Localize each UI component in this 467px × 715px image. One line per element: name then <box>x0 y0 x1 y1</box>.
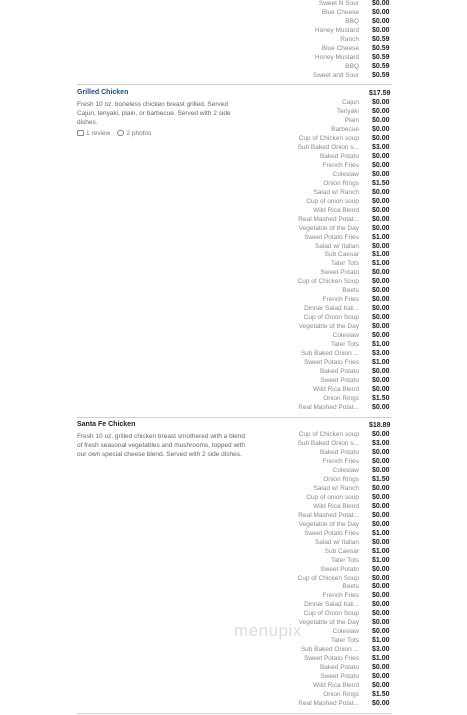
option-row <box>0 538 467 547</box>
option-label: Honey Mustard <box>314 26 359 34</box>
option-row <box>0 44 467 53</box>
option-row <box>0 574 467 583</box>
option-label: Plain <box>344 116 359 124</box>
option-price: $1.00 <box>372 556 390 564</box>
option-price: $1.00 <box>372 655 390 663</box>
option-row <box>0 224 467 233</box>
option-price: $0.00 <box>372 619 390 627</box>
option-row <box>0 672 467 681</box>
option-label: Cup of Chicken soup <box>298 431 359 438</box>
option-label: Vegetable of the Day <box>298 323 359 331</box>
option-row <box>0 259 467 268</box>
option-row <box>0 376 467 385</box>
option-label: Barbecue <box>331 125 359 133</box>
option-label: Dinner Salad Itali... <box>304 305 359 313</box>
option-label: Real Mashed Potat... <box>298 511 359 519</box>
option-label: Sweet Potato Fries <box>304 233 359 241</box>
option-label: Baked Potato <box>319 664 359 672</box>
option-price: $0.00 <box>372 628 390 636</box>
option-label: BBQ <box>345 62 359 70</box>
option-price: $0.00 <box>372 296 390 304</box>
option-price: $0.00 <box>372 484 390 492</box>
option-row <box>0 699 467 708</box>
option-label: Cup of Chicken Soup <box>297 278 359 286</box>
option-price: $0.00 <box>372 206 390 214</box>
option-price: $0.00 <box>372 592 390 600</box>
option-label: French Fries <box>322 296 359 304</box>
option-row <box>0 313 467 322</box>
option-price: $0.00 <box>372 8 390 16</box>
option-price: $0.00 <box>372 99 390 106</box>
option-price: $0.59 <box>372 71 390 79</box>
option-label: French Fries <box>322 161 359 169</box>
option-label: Tater Tots <box>330 556 359 564</box>
option-price: $0.00 <box>372 323 390 331</box>
option-label: Coleslaw <box>332 170 359 178</box>
option-label: Sub Baked Onion ... <box>300 646 359 654</box>
option-label: Sweet Potato Fries <box>304 359 359 367</box>
option-row <box>0 511 467 520</box>
option-row <box>0 600 467 609</box>
option-price: $0.00 <box>372 17 390 25</box>
option-row <box>0 502 467 511</box>
option-row <box>0 645 467 654</box>
option-price: $1.00 <box>372 251 390 259</box>
option-label: Blue Cheese <box>321 8 359 16</box>
option-label: Honey Mustard <box>314 53 359 61</box>
option-price: $0.00 <box>372 134 390 142</box>
option-row <box>0 331 467 340</box>
option-row <box>0 134 467 143</box>
option-label: Beets <box>342 583 359 591</box>
option-price: $0.00 <box>372 583 390 591</box>
option-row <box>0 197 467 206</box>
option-row <box>0 448 467 457</box>
option-label: Real Mashed Potat... <box>298 403 359 411</box>
option-row <box>0 98 467 107</box>
option-price: $1.00 <box>372 233 390 241</box>
option-price: $3.00 <box>372 646 390 654</box>
option-label: French Fries <box>322 457 359 465</box>
option-price: $1.50 <box>372 179 390 187</box>
option-row <box>0 475 467 484</box>
option-label: Beets <box>342 287 359 295</box>
item-price: $18.89 <box>369 422 391 429</box>
option-label: Salad w/ Italian <box>314 242 359 250</box>
option-price: $0.00 <box>372 493 390 501</box>
option-label: Wild Rica Blend <box>313 386 359 394</box>
option-price: $1.00 <box>372 260 390 268</box>
option-label: Vegetable of the Day <box>298 520 359 528</box>
option-row <box>0 358 467 367</box>
option-row <box>0 349 467 358</box>
option-price: $0.00 <box>372 314 390 322</box>
option-price: $1.50 <box>372 475 390 483</box>
option-label: Wild Rica Blend <box>313 682 359 690</box>
option-label: Sub Baked Onion s... <box>297 439 359 447</box>
option-label: BBQ <box>345 17 359 25</box>
option-label: Coleslaw <box>332 332 359 340</box>
option-label: Ranch <box>340 35 359 43</box>
option-price: $0.00 <box>372 377 390 385</box>
option-row <box>0 35 467 44</box>
option-price: $1.00 <box>372 341 390 349</box>
option-price: $0.00 <box>372 305 390 313</box>
option-price: $0.00 <box>372 125 390 133</box>
option-row <box>0 394 467 403</box>
option-price: $0.59 <box>372 44 390 52</box>
item-divider <box>77 84 392 85</box>
option-price: $0.00 <box>372 188 390 196</box>
option-row <box>0 493 467 502</box>
option-label: Dinner Salad Itali... <box>304 601 359 609</box>
option-row <box>0 654 467 663</box>
option-label: Vegetable of the Day <box>298 619 359 627</box>
option-row <box>0 8 467 17</box>
option-label: Blue Cheese <box>321 44 359 52</box>
option-price: $0.00 <box>372 116 390 124</box>
option-price: $0.59 <box>372 35 390 43</box>
option-row <box>0 179 467 188</box>
option-label: Onion Rings <box>323 475 359 483</box>
option-row <box>0 188 467 197</box>
option-price: $0.00 <box>372 278 390 286</box>
option-price: $0.00 <box>372 215 390 223</box>
option-row <box>0 286 467 295</box>
option-price: $0.00 <box>372 197 390 205</box>
option-label: Sweet Potato <box>320 673 359 681</box>
option-price: $0.00 <box>372 152 390 160</box>
option-price: $0.00 <box>372 610 390 618</box>
option-row <box>0 430 467 439</box>
option-row <box>0 170 467 179</box>
option-price: $0.00 <box>372 386 390 394</box>
option-price: $0.00 <box>372 242 390 250</box>
item-title[interactable]: Grilled Chicken <box>77 89 129 96</box>
option-row <box>0 565 467 574</box>
option-price: $0.00 <box>372 520 390 528</box>
option-price: $0.00 <box>372 26 390 34</box>
option-label: Onion Rings <box>323 179 359 187</box>
option-price: $0.00 <box>372 466 390 474</box>
option-label: Cajun <box>342 99 359 106</box>
option-row <box>0 591 467 600</box>
option-label: Sweet N Sour <box>318 0 359 7</box>
option-label: Cup of onion soup <box>306 493 359 501</box>
option-row <box>0 367 467 376</box>
option-label: Onion Rings <box>323 691 359 699</box>
option-row <box>0 466 467 475</box>
option-price: $0.00 <box>372 431 390 438</box>
option-label: Sweet Potato Fries <box>304 655 359 663</box>
option-price: $0.00 <box>372 107 390 115</box>
option-label: Wild Rica Blend <box>313 502 359 510</box>
option-row <box>0 125 467 134</box>
option-row <box>0 107 467 116</box>
option-row <box>0 403 467 412</box>
option-price: $0.00 <box>372 502 390 510</box>
option-price: $0.59 <box>372 53 390 61</box>
option-label: Sweet Potato <box>320 377 359 385</box>
option-label: Wild Rica Blend <box>313 206 359 214</box>
option-price: $0.59 <box>372 62 390 70</box>
option-price: $0.00 <box>372 448 390 456</box>
option-price: $0.00 <box>372 269 390 277</box>
option-price: $0.00 <box>372 161 390 169</box>
option-price: $0.00 <box>372 224 390 232</box>
option-price: $0.00 <box>372 574 390 582</box>
watermark-logo: menupix <box>234 621 302 640</box>
option-label: Onion Rings <box>323 395 359 402</box>
option-price: $0.00 <box>372 700 390 708</box>
option-label: Real Mashed Potat... <box>298 700 359 708</box>
option-price: $0.00 <box>372 664 390 672</box>
option-label: Salad w/ Italian <box>314 538 359 546</box>
option-price: $0.00 <box>372 170 390 178</box>
option-row <box>0 268 467 277</box>
option-row <box>0 206 467 215</box>
option-row <box>0 484 467 493</box>
option-label: Baked Potato <box>319 368 359 376</box>
option-price: $0.00 <box>372 601 390 609</box>
option-price: $0.00 <box>372 332 390 340</box>
option-row <box>0 304 467 313</box>
option-row <box>0 215 467 224</box>
option-label: Baked Potato <box>319 448 359 456</box>
option-price: $3.00 <box>372 350 390 358</box>
option-row <box>0 277 467 286</box>
option-label: Sweet Potato Fries <box>304 529 359 537</box>
option-price: $0.00 <box>372 565 390 573</box>
option-price: $0.00 <box>372 511 390 519</box>
option-label: Salad w/ Ranch <box>313 188 359 196</box>
item-divider <box>77 417 392 418</box>
option-price: $0.00 <box>372 287 390 295</box>
option-row <box>0 681 467 690</box>
option-row <box>0 0 467 8</box>
option-row <box>0 250 467 259</box>
option-price: $3.00 <box>372 439 390 447</box>
option-row <box>0 582 467 591</box>
option-row <box>0 439 467 448</box>
option-label: Baked Potato <box>319 152 359 160</box>
item-description: Fresh 10 oz. boneless chicken breast grilled. Served Cajun, teriyaki, plain, or barbecue. Served with 2 side dishes. <box>77 101 231 126</box>
option-row <box>0 233 467 242</box>
option-price: $1.00 <box>372 359 390 367</box>
option-row <box>0 322 467 331</box>
option-row <box>0 520 467 529</box>
option-row <box>0 340 467 349</box>
option-label: Coleslaw <box>332 466 359 474</box>
item-divider <box>77 713 392 714</box>
option-label: Real Mashed Potat... <box>298 215 359 223</box>
option-row <box>0 143 467 152</box>
option-price: $1.00 <box>372 637 390 645</box>
option-row <box>0 17 467 26</box>
option-label: Vegetable of the Day <box>298 224 359 232</box>
option-row <box>0 556 467 565</box>
option-row <box>0 242 467 251</box>
option-price: $0.00 <box>372 538 390 546</box>
item-description: Fresh 10 oz. grilled chicken breast smothered with a blend of fresh seasonal vegetables and mushrooms, topped with our own special cheese blend. Served with 2 side dishes. <box>77 433 246 458</box>
item-price: $17.59 <box>369 90 391 97</box>
option-label: Sweet and Sour <box>312 71 359 79</box>
option-label: Sub Caesar <box>324 547 359 555</box>
option-row <box>0 547 467 556</box>
option-row <box>0 116 467 125</box>
option-price: $3.00 <box>372 143 390 151</box>
option-row <box>0 609 467 618</box>
option-row <box>0 53 467 62</box>
option-label: Cup of Onion Soup <box>303 314 359 322</box>
option-row <box>0 26 467 35</box>
item-title: Santa Fe Chicken <box>77 421 136 428</box>
option-price: $0.00 <box>372 457 390 465</box>
option-price: $1.50 <box>372 395 390 402</box>
option-label: Cup of Onion Soup <box>303 610 359 618</box>
option-label: Cup of Chicken soup <box>298 134 359 142</box>
option-label: Cup of Chicken Soup <box>297 574 359 582</box>
option-label: Sub Caesar <box>324 251 359 259</box>
option-price: $0.00 <box>372 0 390 7</box>
option-label: Sweet Potato <box>320 269 359 277</box>
option-row <box>0 62 467 71</box>
photos-label: 2 photos <box>126 130 152 137</box>
option-price: $0.00 <box>372 673 390 681</box>
option-label: Sub Baked Onion ... <box>300 350 359 358</box>
option-label: Sweet Potato <box>320 565 359 573</box>
option-row <box>0 690 467 699</box>
option-row <box>0 152 467 161</box>
option-row <box>0 295 467 304</box>
option-label: Salad w/ Ranch <box>313 484 359 492</box>
option-price: $1.00 <box>372 529 390 537</box>
option-label: Tater Tots <box>330 637 359 645</box>
option-row <box>0 385 467 394</box>
option-price: $0.00 <box>372 682 390 690</box>
option-price: $0.00 <box>372 368 390 376</box>
option-row <box>0 663 467 672</box>
option-row <box>0 161 467 170</box>
option-label: Tater Tots <box>330 260 359 268</box>
option-row <box>0 529 467 538</box>
option-price: $1.50 <box>372 691 390 699</box>
option-label: Teriyaki <box>336 107 359 115</box>
option-label: Sub Baked Onion s... <box>297 143 359 151</box>
option-row <box>0 457 467 466</box>
reviews-label: 1 review <box>86 130 111 137</box>
option-row <box>0 71 467 80</box>
option-label: Cup of onion soup <box>306 197 359 205</box>
option-price: $0.00 <box>372 403 390 411</box>
option-label: Coleslaw <box>332 628 359 636</box>
option-price: $1.00 <box>372 547 390 555</box>
option-label: Tater Tots <box>330 341 359 349</box>
option-label: French Fries <box>322 592 359 600</box>
